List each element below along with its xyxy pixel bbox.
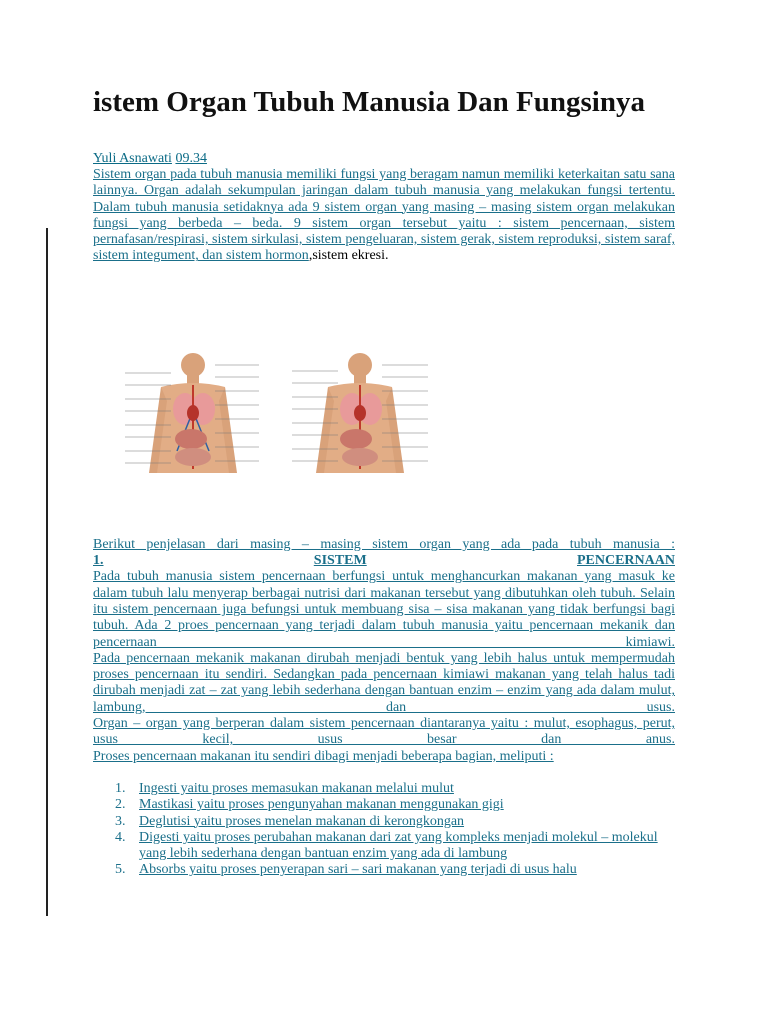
process-steps-list [93,781,675,879]
byline [93,151,675,167]
section-heading-word2: PENCERNAAN [576,553,675,569]
section-paragraph-3[interactable]: Organ – organ yang berperan dalam sistem pencernaan diantaranya yaitu : mulut, esophagus, perut, usus kecil, usus besar dan anus. [93,716,675,748]
section-heading-num: 1. [93,553,104,569]
article-title: istem Organ Tubuh Manusia Dan Fungsinya [93,86,645,118]
section-paragraph-2[interactable]: Pada pencernaan mekanik makanan dirubah menjadi bentuk yang lebih halus untuk mempermudah proses pencernaan itu sendiri. Sedangkan pada pencernaan kimiawi makanan yang telah halus tadi dirubah menjadi zat – zat yang lebih sederhana dengan bantuan enzim – enzim yang ada dalam mulut, lambung, dan usus. [93,650,675,715]
list-item[interactable]: 2. Mastikasi yaitu proses pengunyahan makanan menggunakan gigi [115,797,504,813]
margin-line [46,228,48,916]
list-item[interactable]: 3. Deglutisi yaitu proses menelan makanan di kerongkongan [115,813,465,829]
list-item[interactable]: 4. Digesti yaitu proses perubahan makanan dari zat yang kompleks menjadi molekul – molekul yang lebih sederhana dengan bantuan enzim yang ada di lambung [115,829,658,862]
list-item[interactable]: 5. Absorbs yaitu proses penyerapan sari – sari makanan yang terjadi di usus halu [115,862,577,878]
section-lead[interactable]: Berikut penjelasan dari masing – masing sistem organ yang ada pada tubuh manusia : [93,536,675,552]
anatomy-image-right [290,351,430,473]
torso-diagram-icon [121,351,261,473]
section-heading[interactable] [93,553,675,569]
section-paragraph-1[interactable]: Pada tubuh manusia sistem pencernaan berfungsi untuk menghancurkan makanan yang masuk ke dalam tubuh lalu menyerap berbagai nutrisi dari makanan tersebut yang dibutuhkan oleh tubuh. Selain itu sistem pencernaan juga befungsi untuk membuang sisa – sisa makanan yang tidak berfungsi bagi tubuh. Ada 2 proes pencernaan yang terjadi dalam tubuh manusia yaitu pencernaan mekanik dan pencernaan kimiawi. [93,569,675,650]
torso-diagram-icon [290,351,430,473]
intro-paragraph [93,167,675,265]
intro-text[interactable]: Sistem organ pada tubuh manusia memiliki fungsi yang beragam namun memiliki keterkaitan satu sana lainnya. Organ adalah sekumpulan jaringan dalam tubuh manusia yang melakukan fungsi tertentu. Dalam tubuh manusia setidaknya ada 9 sistem organ yang masing – masing sistem organ melakukan fungsi yang berbeda – beda. 9 sistem organ tersebut yaitu : sistem pencernaan, sistem pernafasan/respirasi, sistem sirkulasi, sistem pengeluaran, sistem gerak, sistem reproduksi, sistem saraf, sistem integument, dan sistem hormon [93,167,675,264]
time-link[interactable]: 09.34 [175,151,207,166]
author-link[interactable]: Yuli Asnawati [93,151,172,166]
section-paragraph-4[interactable]: Proses pencernaan makanan itu sendiri dibagi menjadi beberapa bagian, meliputi : [93,748,554,764]
anatomy-image-left [121,351,261,473]
list-item[interactable]: 1. Ingesti yaitu proses memasukan makanan melalui mulut [115,780,454,796]
intro-tail: ,sistem ekresi. [308,248,389,264]
section-heading-word1: SISTEM [313,553,367,569]
anatomy-figure [93,265,675,537]
article [93,85,675,879]
